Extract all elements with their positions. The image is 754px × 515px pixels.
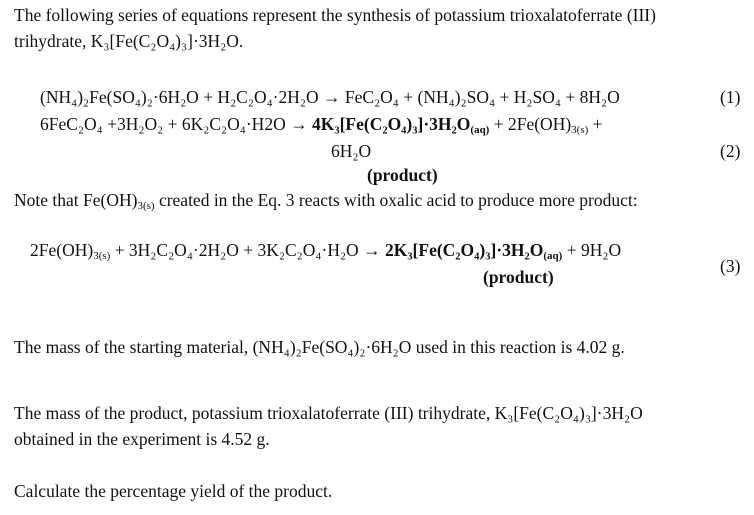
- equation-2-number: (2): [720, 141, 741, 161]
- equation-2-tail: + 2Fe(OH): [489, 114, 572, 134]
- question: Calculate the percentage yield of the product.: [14, 481, 333, 501]
- equation-2: [40, 113, 603, 135]
- intro-line-1: The following series of equations represent the synthesis of potassium trioxalatoferrate (III): [14, 5, 656, 25]
- equation-3-product: 2K₃[Fe(C₂O₄)₃]·3H₂O: [384, 240, 544, 260]
- note-subscript: 3(s): [137, 200, 155, 212]
- equation-2-product: 4K₃[Fe(C₂O₄)₃]·3H₂O: [311, 114, 471, 134]
- starting-material-mass: The mass of the starting material, (NH₄)₂Fe(SO₄)₂·6H₂O used in this reaction is 4.02 g.: [14, 337, 625, 357]
- equation-3-tail: + 9H₂O: [562, 240, 622, 260]
- note-text-post: created in the Eq. 3 reacts with oxalic acid to produce more product:: [154, 190, 638, 210]
- equation-2-tail-subscript: 3(s): [571, 124, 589, 136]
- product-mass-line-2: obtained in the experiment is 4.52 g.: [14, 429, 270, 449]
- equation-3-product-label: (product): [483, 267, 554, 287]
- note-text-pre: Note that Fe(OH): [14, 190, 138, 210]
- equation-2-product-label: (product): [367, 165, 438, 185]
- equation-2-tail-end: +: [588, 114, 603, 134]
- note-line: [14, 189, 638, 211]
- equation-2-line-2: 6H₂O: [331, 141, 372, 161]
- product-mass-line-1: The mass of the product, potassium trioxalatoferrate (III) trihydrate, K₃[Fe(C₂O₄)₃]·3H₂O: [14, 403, 643, 423]
- equation-3-mid: + 3H₂C₂O₄·2H₂O + 3K₂C₂O₄·H₂O →: [110, 240, 385, 260]
- equation-3-product-state: (aq): [543, 250, 563, 262]
- equation-1-number: (1): [720, 87, 741, 107]
- equation-1: (NH₄)₂Fe(SO₄)₂·6H₂O + H₂C₂O₄·2H₂O → FeC₂O₄ + (NH₄)₂SO₄ + H₂SO₄ + 8H₂O: [40, 87, 620, 107]
- intro-line-2: trihydrate, K₃[Fe(C₂O₄)₃]·3H₂O.: [14, 31, 244, 51]
- equation-3-pre: 2Fe(OH): [30, 240, 94, 260]
- equation-3: [30, 239, 621, 261]
- equation-2-lhs: 6FeC₂O₄ +3H₂O₂ + 6K₂C₂O₄·H2O →: [40, 114, 312, 134]
- equation-2-product-state: (aq): [470, 124, 490, 136]
- equation-3-number: (3): [720, 256, 741, 276]
- equation-3-pre-subscript: 3(s): [93, 250, 111, 262]
